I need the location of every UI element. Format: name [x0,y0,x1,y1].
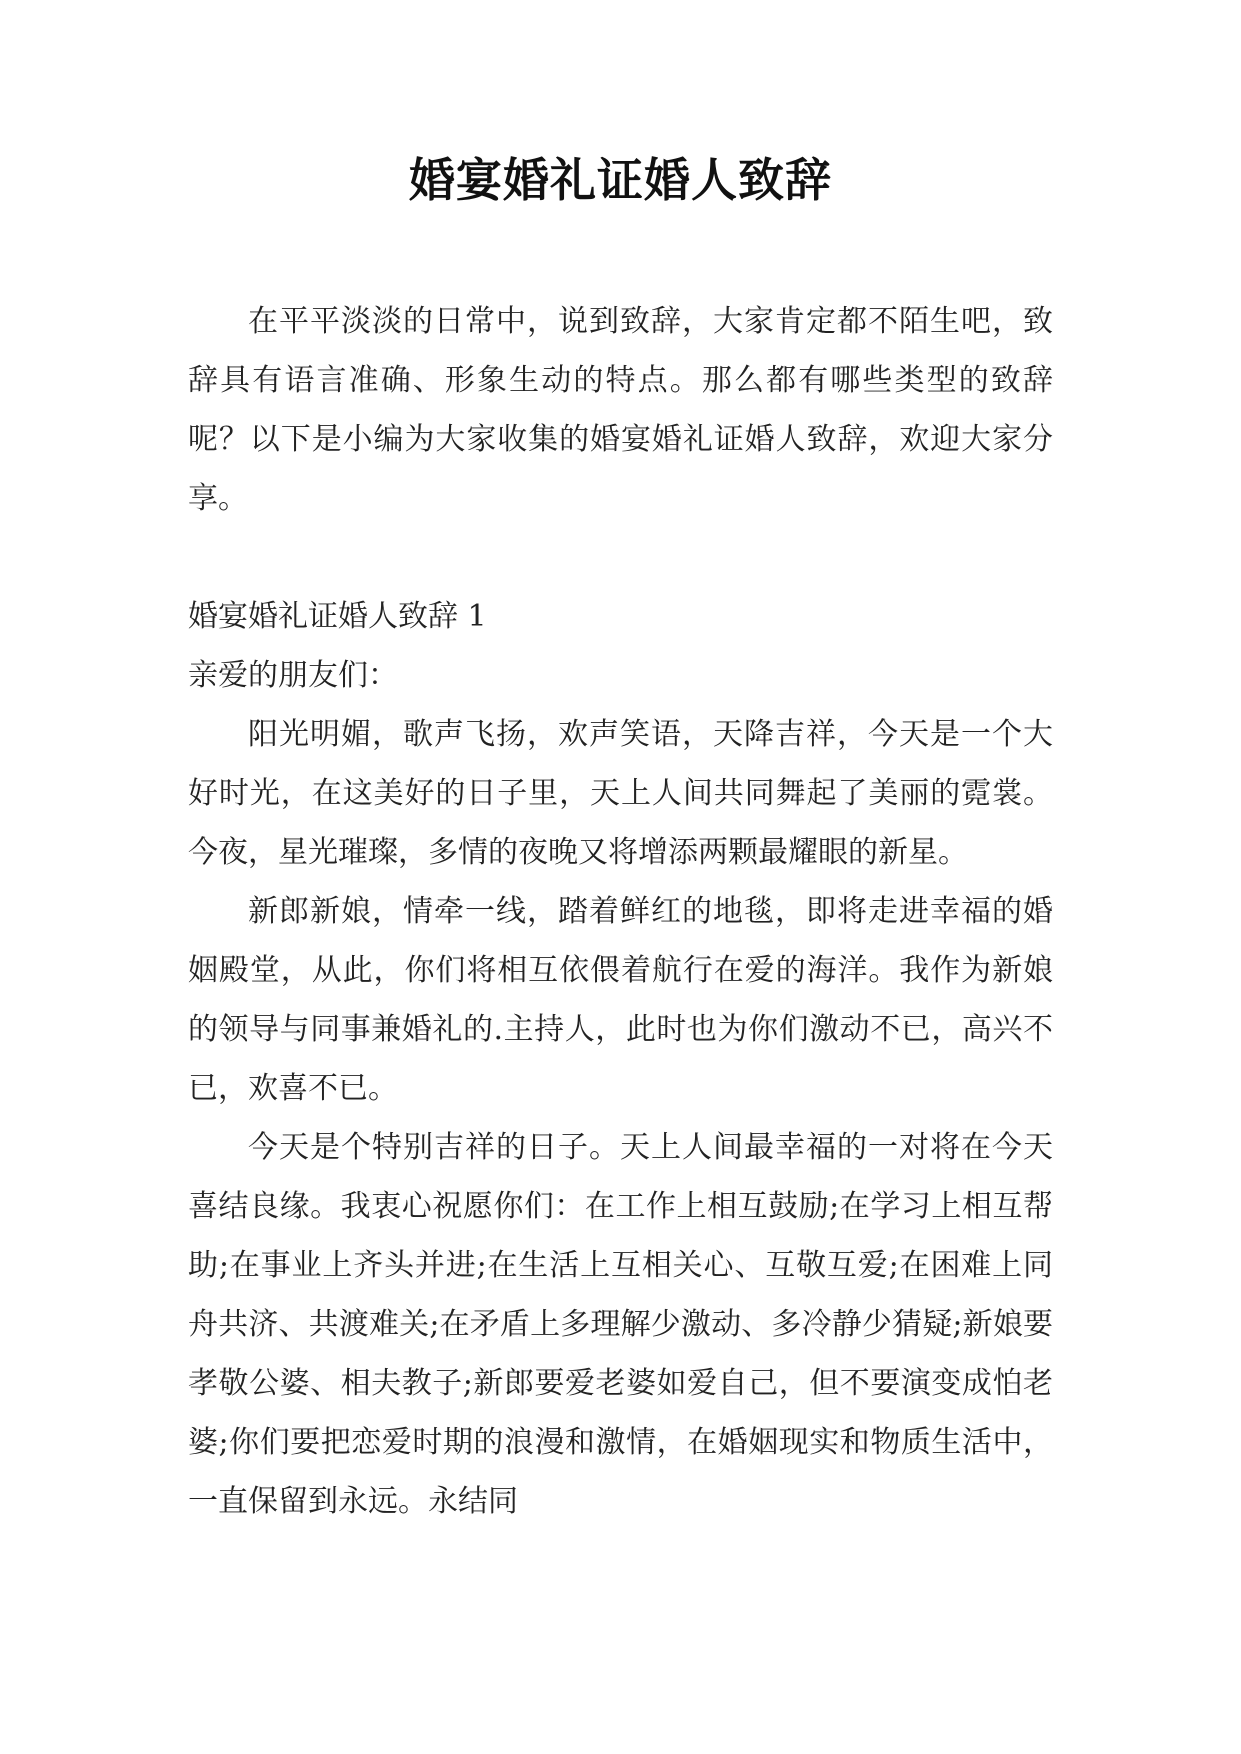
document-body [188,292,1053,1531]
document-title: 婚宴婚礼证婚人致辞 [409,153,832,207]
salutation: 亲爱的朋友们： [188,658,398,693]
body-paragraph: 阳光明媚，歌声飞扬，欢声笑语，天降吉祥，今天是一个大好时光，在这美好的日子里，天上人间共同舞起了美丽的霓裳。今夜，星光璀璨，多情的夜晚又将增添两颗最耀眼的新星。 [188,717,1053,870]
body-paragraph: 今天是个特别吉祥的日子。天上人间最幸福的一对将在今天喜结良缘。我衷心祝愿你们：在工作上相互鼓励;在学习上相互帮助;在事业上齐头并进;在生活上互相关心、互敬互爱;在困难上同舟共济、共渡难关;在矛盾上多理解少激动、多冷静少猜疑;新娘要孝敬公婆、相夫教子;新郎要爱老婆如爱自己，但不要演变成怕老婆;你们要把恋爱时期的浪漫和激情，在婚姻现实和物质生活中，一直保留到永远。永结同 [188,1130,1053,1519]
section-heading: 婚宴婚礼证婚人致辞 1 [188,599,487,634]
spacer [188,528,1053,587]
body-paragraph: 新郎新娘，情牵一线，踏着鲜红的地毯，即将走进幸福的婚姻殿堂，从此，你们将相互依偎着航行在爱的海洋。我作为新娘的领导与同事兼婚礼的.主持人，此时也为你们激动不已，高兴不已，欢喜不已。 [188,894,1053,1106]
intro-paragraph: 在平平淡淡的日常中，说到致辞，大家肯定都不陌生吧，致辞具有语言准确、形象生动的特点。那么都有哪些类型的致辞呢？以下是小编为大家收集的婚宴婚礼证婚人致辞，欢迎大家分享。 [188,304,1053,516]
